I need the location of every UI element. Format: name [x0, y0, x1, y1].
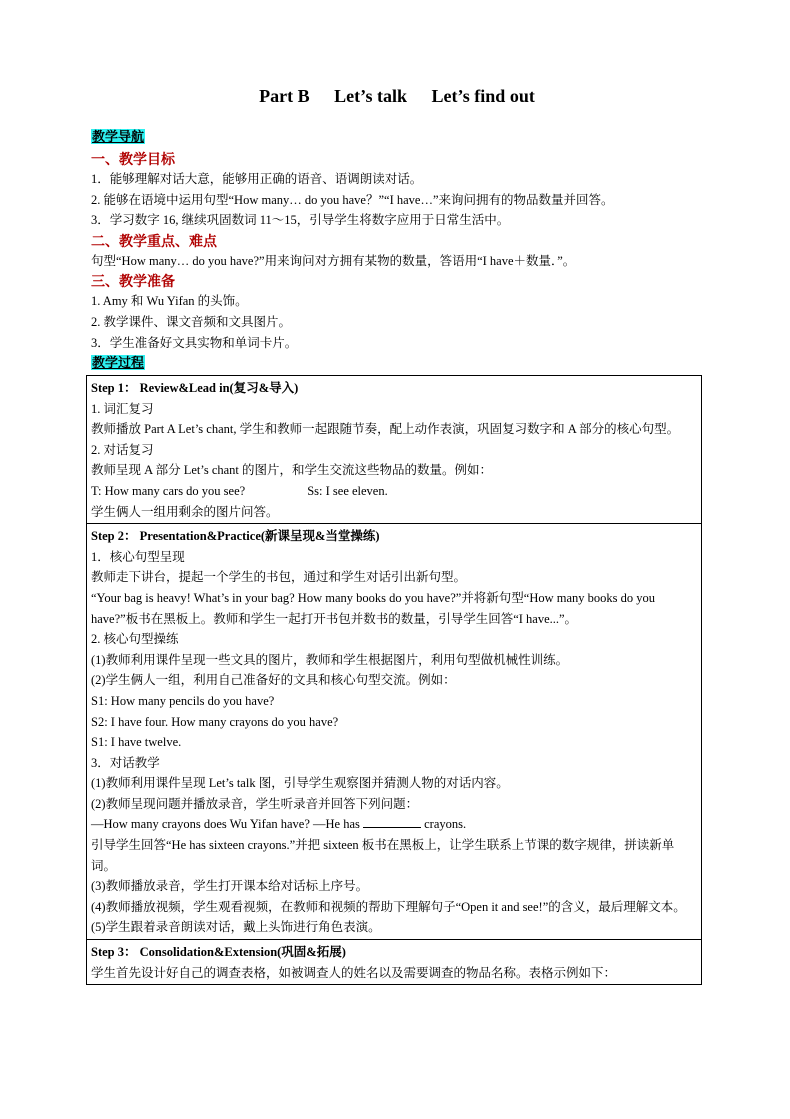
prep-item: 3．学生准备好文具实物和单词卡片。 — [91, 335, 298, 350]
step1-line: 教师呈现 A 部分 Let’s chant 的图片，和学生交流这些物品的数量。例如： — [91, 463, 493, 478]
goal-item: 1．能够理解对话大意，能够用正确的语音、语调朗读对话。 — [91, 172, 423, 186]
step1-dialog — [91, 481, 697, 502]
step2-line: S1: How many pencils do you have? — [91, 693, 275, 708]
step1-line: 1. 词汇复习 — [91, 401, 154, 416]
answer-blank — [363, 815, 421, 828]
step1-line: 学生俩人一组用剩余的图片问答。 — [91, 504, 279, 519]
step2-line: (2)教师呈现问题并播放录音，学生听录音并回答下列问题： — [91, 796, 419, 811]
step2-line: 引导学生回答“He has sixteen crayons.”并把 sixteen 板书在黑板上，让学生联系上节课的数字规律，拼读新单词。 — [91, 838, 675, 873]
teacher-line: T: How many cars do you see? — [91, 483, 246, 498]
step2-line: 教师走下讲台，提起一个学生的书包，通过和学生对话引出新句型。 — [91, 570, 467, 585]
step1-row — [87, 376, 702, 524]
step2-line: (4)教师播放视频，学生观看视频，在教师和视频的帮助下理解句子“Open it and see!”的含义，最后理解文本。 — [91, 899, 686, 914]
keypoints-heading: 二、教学重点、难点 — [91, 234, 217, 250]
process-table — [86, 375, 702, 985]
goal-item: 2. 能够在语境中运用句型“How many… do you have？”“I have…”来询问拥有的物品数量并回答。 — [91, 192, 614, 207]
teaching-guide-section — [91, 128, 703, 372]
goals-heading: 一、教学目标 — [91, 153, 175, 168]
step2-line: 3．对话教学 — [91, 755, 160, 770]
step1-heading: Step 1： Review&Lead in(复习&导入) — [91, 381, 299, 395]
step1-line: 2. 对话复习 — [91, 442, 154, 457]
question-text: —How many crayons does Wu Yifan have? —He has — [91, 817, 360, 832]
prep-item: 2. 教学课件、课文音频和文具图片。 — [91, 314, 292, 329]
prep-heading: 三、教学准备 — [91, 275, 175, 291]
question-tail: crayons. — [424, 817, 467, 832]
prep-item: 1. Amy 和 Wu Yifan 的头饰。 — [91, 294, 248, 309]
goal-item: 3．学习数字 16, 继续巩固数词 11～15，引导学生将数字应用于日常生活中。 — [91, 213, 510, 228]
process-label: 教学过程 — [92, 355, 145, 371]
step2-row — [87, 524, 702, 940]
title-part: Part B — [259, 86, 310, 106]
page-title — [91, 86, 703, 107]
step3-line: 学生首先设计好自己的调查表格，如被调查人的姓名以及需要调查的物品名称。表格示例如下： — [91, 965, 617, 980]
step2-line: 2. 核心句型操练 — [91, 632, 179, 647]
step3-heading: Step 3： Consolidation&Extension(巩固&拓展) — [91, 945, 346, 960]
guide-label: 教学导航 — [92, 129, 145, 144]
step2-line: 1．核心句型呈现 — [91, 549, 185, 564]
step2-line: (2)学生俩人一组，利用自己准备好的文具和核心句型交流。例如： — [91, 673, 456, 688]
title-talk: Let’s talk — [334, 86, 407, 106]
step2-line: (1)教师利用课件呈现 Let’s talk 图，引导学生观察图并猜测人物的对话内容。 — [91, 776, 509, 791]
step2-line: S1: I have twelve. — [91, 735, 182, 750]
step2-line: (1)教师利用课件呈现一些文具的图片，教师和学生根据图片，利用句型做机械性训练。 — [91, 652, 569, 667]
step1-line: 教师播放 Part A Let’s chant, 学生和教师一起跟随节奏，配上动作表演，巩固复习数字和 A 部分的核心句型。 — [91, 422, 680, 437]
students-line: Ss: I see eleven. — [307, 483, 388, 498]
step2-line: (5)学生跟着录音朗读对话，戴上头饰进行角色表演。 — [91, 920, 381, 935]
keypoints-text: 句型“How many… do you have?”用来询问对方拥有某物的数量，答语用“I have＋数量．”。 — [91, 253, 576, 268]
step3-row — [87, 940, 702, 985]
step2-heading: Step 2： Presentation&Practice(新课呈现&当堂操练) — [91, 529, 380, 544]
title-find: Let’s find out — [431, 86, 535, 106]
step2-question — [91, 814, 697, 835]
step2-line: S2: I have four. How many crayons do you have? — [91, 714, 339, 729]
step2-line: “Your bag is heavy! What’s in your bag? How many books do you have?”并将新句型“How many books do you have?”板书在黑板上。教师和学生一起打开书包并数书的数量，引导学生回答“I have...”。 — [91, 590, 656, 626]
step2-line: (3)教师播放录音，学生打开课本给对话标上序号。 — [91, 879, 369, 894]
